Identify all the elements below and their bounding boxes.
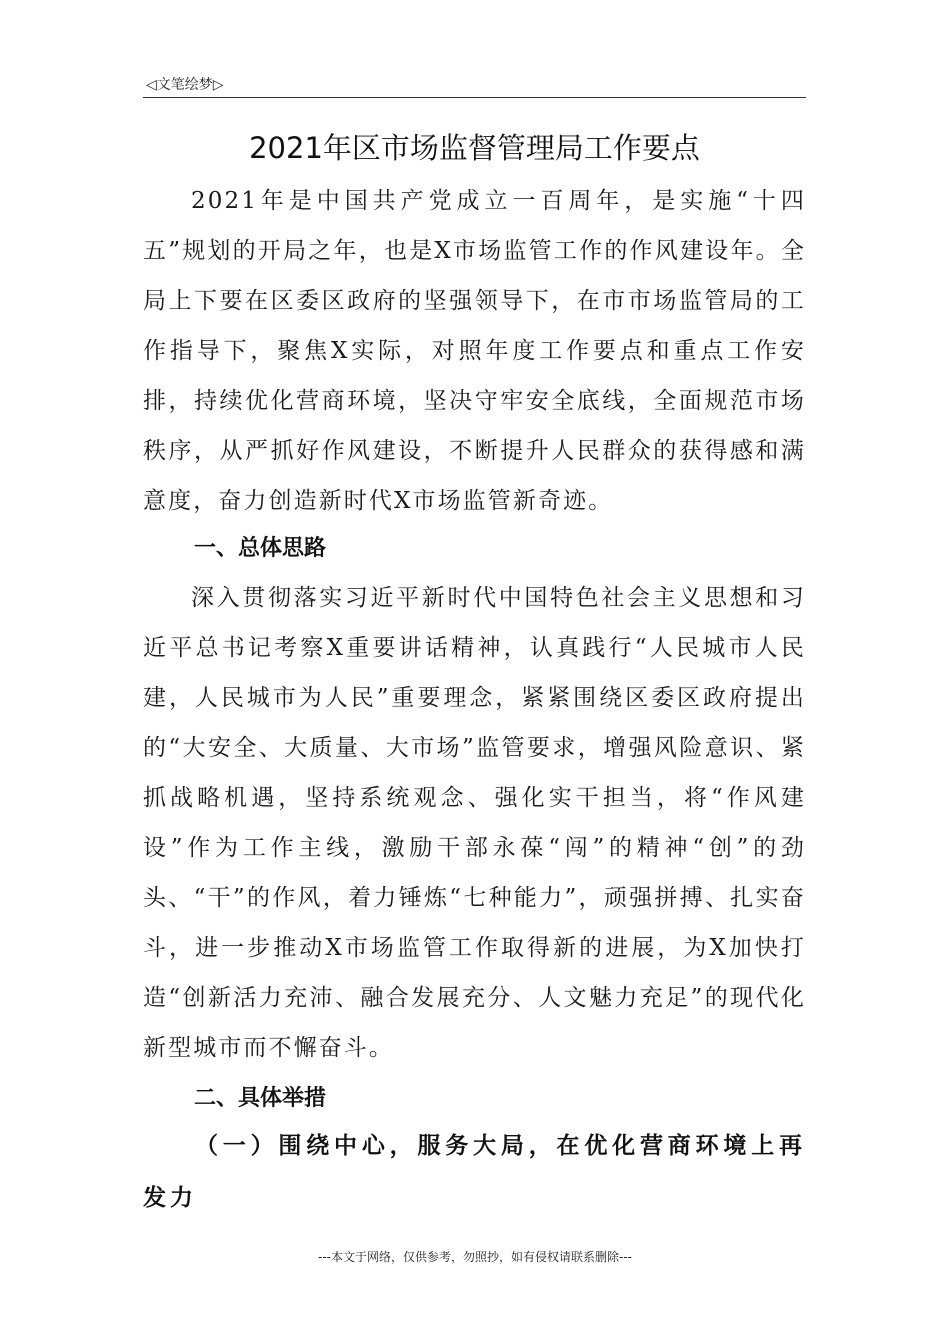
header-divider	[143, 97, 806, 98]
subsection-heading-1: （一）围绕中心，服务大局，在优化营商环境上再发力	[143, 1132, 806, 1211]
section-heading-measures: 二、具体举措	[194, 1086, 327, 1111]
section-heading-overall: 一、总体思路	[194, 536, 327, 561]
page-header: ◁文笔绘梦▷	[146, 77, 224, 93]
overall-approach-paragraph: 深入贯彻落实习近平新时代中国特色社会主义思想和习近平总书记考察X重要讲话精神，认真践行“人民城市人民建，人民城市为人民”重要理念，紧紧围绕区委区政府提出的“大安全、大质量、大市场”监管要求，增强风险意识、紧抓战略机遇，坚持系统观念、强化实干担当，将“作风建设”作为工作主线，激励干部永葆“闯”的精神“创”的劲头、“干”的作风，着力锤炼“七种能力”，顽强拼搏、扎实奋斗，进一步推动X市场监管工作取得新的进展，为X加快打造“创新活力充沛、融合发展充分、人文魅力充足”的现代化新型城市而不懈奋斗。	[143, 585, 806, 1061]
document-title: 2021年区市场监督管理局工作要点	[249, 131, 700, 165]
intro-paragraph: 2021年是中国共产党成立一百周年，是实施“十四五”规划的开局之年，也是X市场监管工作的作风建设年。全局上下要在区委区政府的坚强领导下，在市市场监管局的工作指导下，聚焦X实际，对照年度工作要点和重点工作安排，持续优化营商环境，坚决守牢安全底线，全面规范市场秩序，从严抓好作风建设，不断提升人民群众的获得感和满意度，奋力创造新时代X市场监管新奇迹。	[143, 188, 806, 514]
page-footer: ---本文于网络，仅供参考，勿照抄，如有侵权请联系删除---	[318, 1250, 632, 1264]
